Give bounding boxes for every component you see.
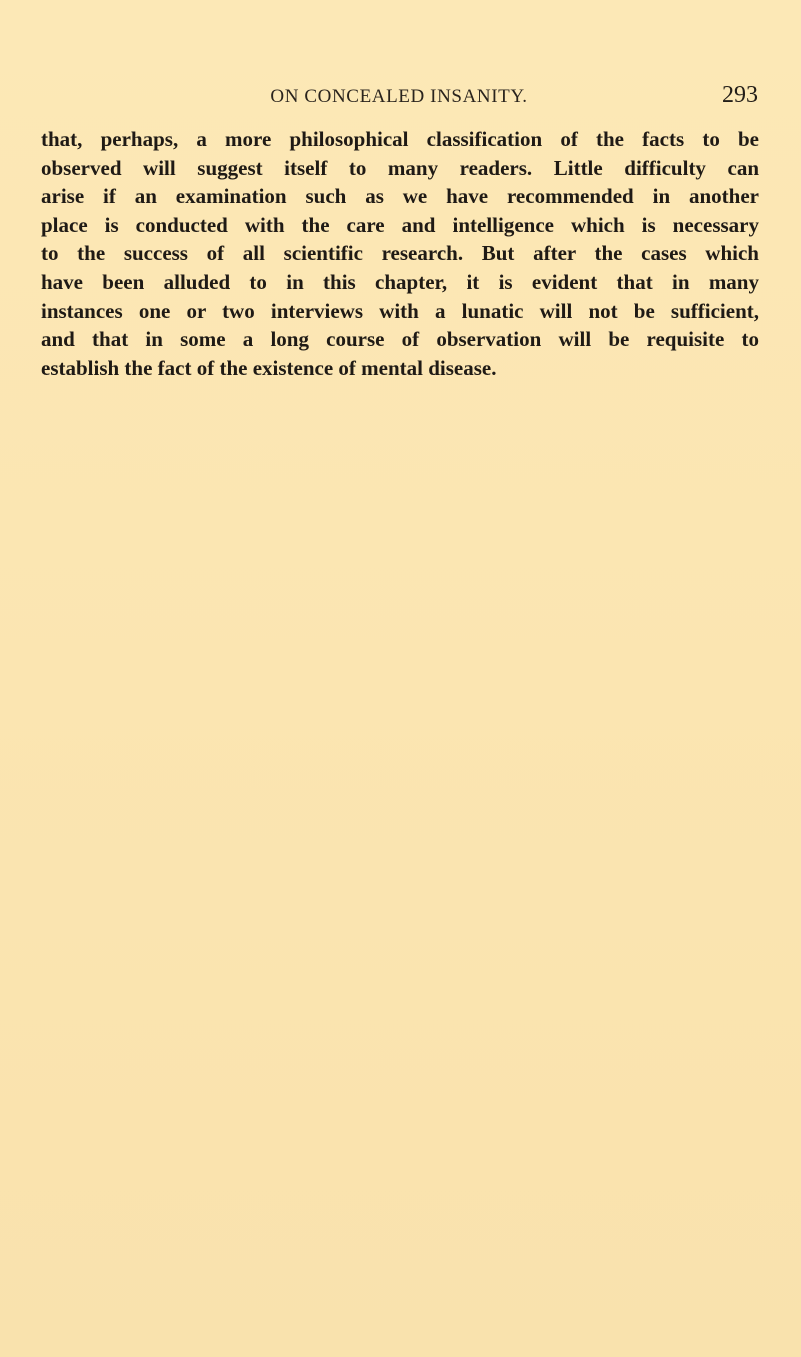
text-line: have been alluded to in this chapter, it is evident that in many bbox=[41, 269, 759, 294]
text-line: that, perhaps, a more philosophical classification of the facts to be bbox=[41, 127, 759, 151]
page-number: 293 bbox=[722, 82, 758, 108]
text-line: establish the fact of the existence of mental disease. bbox=[41, 355, 497, 380]
text-line: to the success of all scientific research. But after the cases which bbox=[41, 241, 759, 266]
text-line: instances one or two interviews with a lunatic will not be sufficient, bbox=[41, 298, 759, 323]
page-header bbox=[40, 82, 758, 112]
body-paragraph bbox=[41, 125, 759, 382]
text-line: place is conducted with the care and intelligence which is necessary bbox=[41, 212, 759, 237]
text-line: arise if an examination such as we have recommended in another bbox=[41, 184, 759, 209]
text-line: and that in some a long course of observation will be requisite to bbox=[41, 327, 759, 352]
running-head: ON CONCEALED INSANITY. bbox=[270, 86, 528, 107]
text-line: observed will suggest itself to many readers. Little difficulty can bbox=[41, 155, 759, 180]
